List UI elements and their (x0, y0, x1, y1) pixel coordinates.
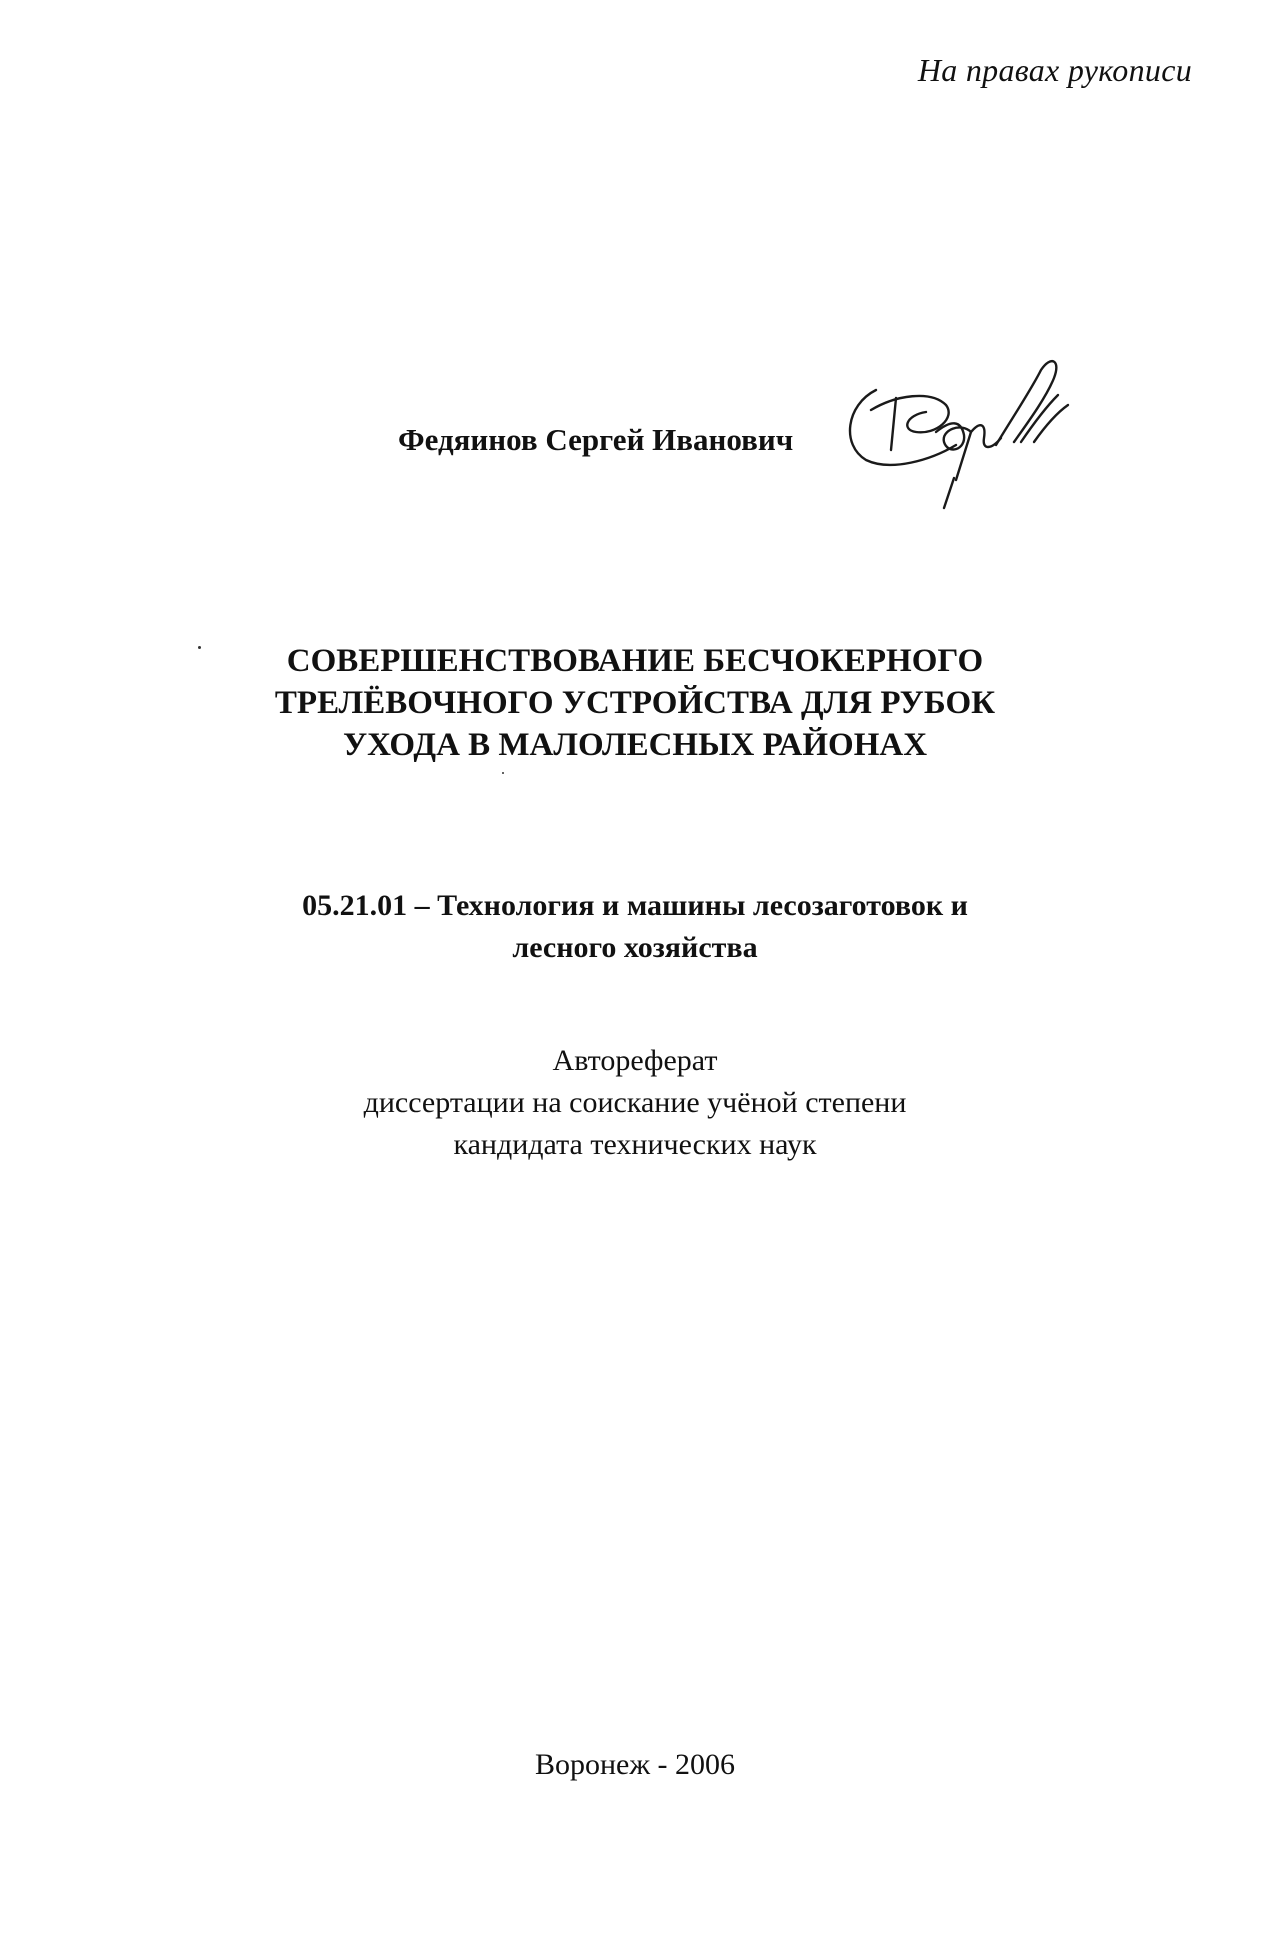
dissertation-title (0, 640, 1270, 766)
abstract-line: диссертации на соискание учёной степени (363, 1086, 907, 1119)
author-block (398, 400, 793, 480)
title-line: ТРЕЛЁВОЧНОГО УСТРОЙСТВА ДЛЯ РУБОК (274, 685, 996, 721)
abstract-line: кандидата технических наук (453, 1128, 817, 1161)
scan-speck (198, 646, 201, 649)
abstract-line: Автореферат (552, 1044, 718, 1077)
scan-speck (502, 772, 504, 774)
title-line: УХОДА В МАЛОЛЕСНЫХ РАЙОНАХ (342, 727, 928, 763)
specialty-line: лесного хозяйства (512, 931, 758, 964)
manuscript-rights-note: На правах рукописи (917, 52, 1192, 88)
handwritten-signature (836, 350, 1076, 520)
author-name: Федяинов Сергей Иванович (398, 422, 794, 457)
specialty-code (0, 885, 1270, 969)
city-year: Воронеж - 2006 (534, 1748, 736, 1781)
abstract-description (0, 1040, 1270, 1166)
title-line: СОВЕРШЕНСТВОВАНИЕ БЕСЧОКЕРНОГО (286, 643, 984, 679)
specialty-line: 05.21.01 – Технология и машины лесозаготовок и (302, 889, 968, 922)
